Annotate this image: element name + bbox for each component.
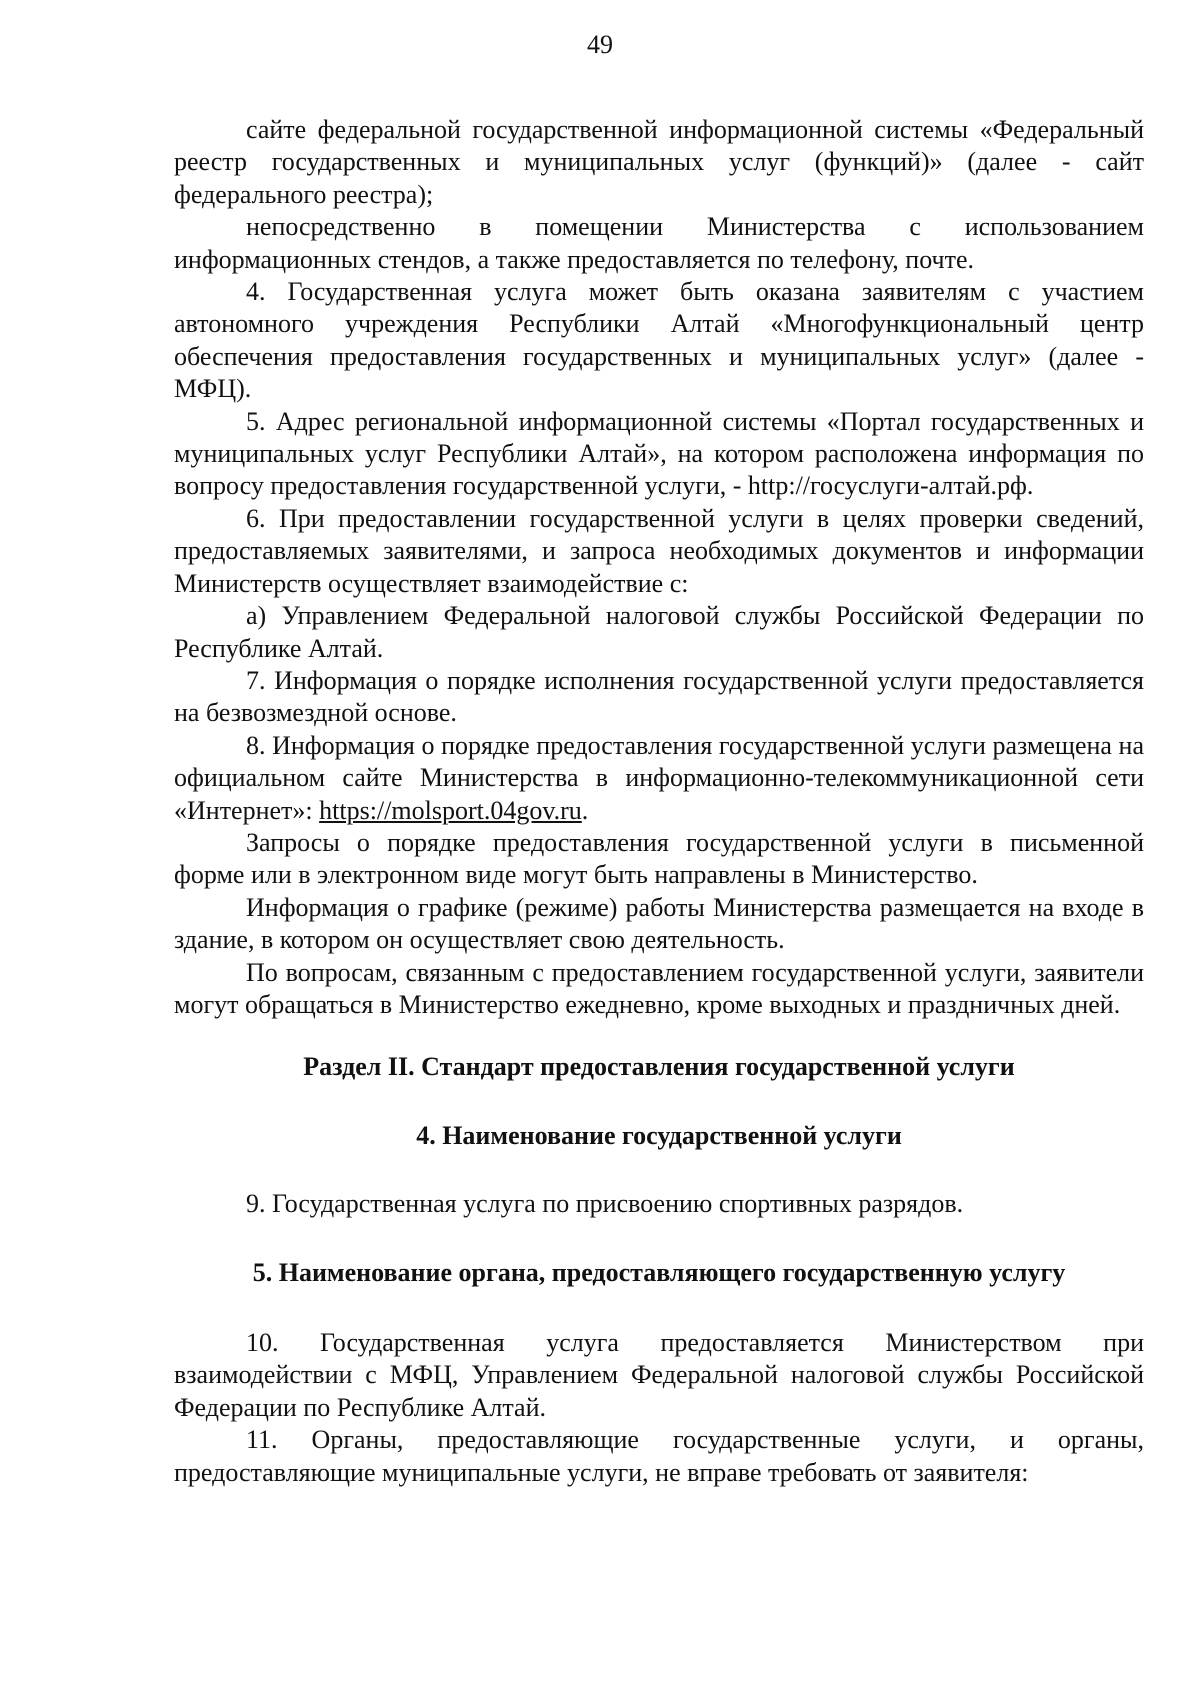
spacer [174,1289,1144,1327]
paragraph-item-9: 9. Государственная услуга по присвоению спортивных разрядов. [246,1189,964,1219]
page-number: 49 [587,30,613,59]
paragraph-item-6: 6. При предоставлении государственной услуги в целях проверки сведений, предоставляемых заявителями, и запроса необходимых документов и информации Министерств осуществляет взаимодействие с: [174,503,1144,598]
spacer [174,1221,1144,1257]
paragraph-item-7: 7. Информация о порядке исполнения государственной услуги предоставляется на безвозмездной основе. [174,665,1144,728]
paragraph-item-11: 11. Органы, предоставляющие государственные услуги, и органы, предоставляющие муниципальные услуги, не вправе требовать от заявителя: [174,1425,1144,1487]
ministry-website-link[interactable]: https://molsport.04gov.ru [319,795,582,825]
paragraph-item-5: 5. Адрес региональной информационной системы «Портал государственных и муниципальных услуг Республики Алтай», на котором расположена информация по вопросу предоставления государственной услуги, - http://госуслуги-алтай.рф. [174,406,1144,501]
paragraph-subitem-a: а) Управлением Федеральной налоговой службы Российской Федерации по Республике Алтай. [174,601,1144,663]
section-heading: Раздел II. Стандарт предоставления государственной услуги [303,1052,1015,1082]
paragraph: сайте федеральной государственной информационной системы «Федеральный реестр государственных и муниципальных услуг (функций)» (далее - сайт федерального реестра); [174,115,1144,209]
spacer [174,1152,1144,1188]
subsection-heading-4: 4. Наименование государственной услуги [416,1120,902,1150]
paragraph-item-8 [174,730,1144,827]
paragraph-item-8-end: . [581,795,589,825]
paragraph: Запросы о порядке предоставления государственной услуги в письменной форме или в электронном виде могут быть направлены в Министерство. [174,827,1144,890]
document-body [174,114,1144,1489]
spacer [174,1084,1144,1120]
paragraph-item-4: 4. Государственная услуга может быть оказана заявителям с участием автономного учреждения Республики Алтай «Многофункциональный центр обеспечения предоставления государственных и муниципальных услуг» (далее - МФЦ). [174,277,1144,404]
paragraph-item-8-text: 8. Информация о порядке предоставления государственной услуги размещена на официальном сайте Министерства в информационно-телекоммуникационной сети «Интернет»: [174,730,1144,825]
paragraph: Информация о графике (режиме) работы Министерства размещается на входе в здание, в котором он осуществляет свою деятельность. [174,892,1144,955]
paragraph-item-10: 10. Государственная услуга предоставляется Министерством при взаимодействии с МФЦ, Управлением Федеральной налоговой службы Российской Федерации по Республике Алтай. [174,1328,1144,1422]
paragraph: непосредственно в помещении Министерства с использованием информационных стендов, а также предоставляется по телефону, почте. [174,212,1144,274]
paragraph: По вопросам, связанным с предоставлением государственной услуги, заявители могут обращаться в Министерство ежедневно, кроме выходных и праздничных дней. [174,957,1144,1019]
subsection-heading-5: 5. Наименование органа, предоставляющего государственную услугу [252,1257,1066,1287]
